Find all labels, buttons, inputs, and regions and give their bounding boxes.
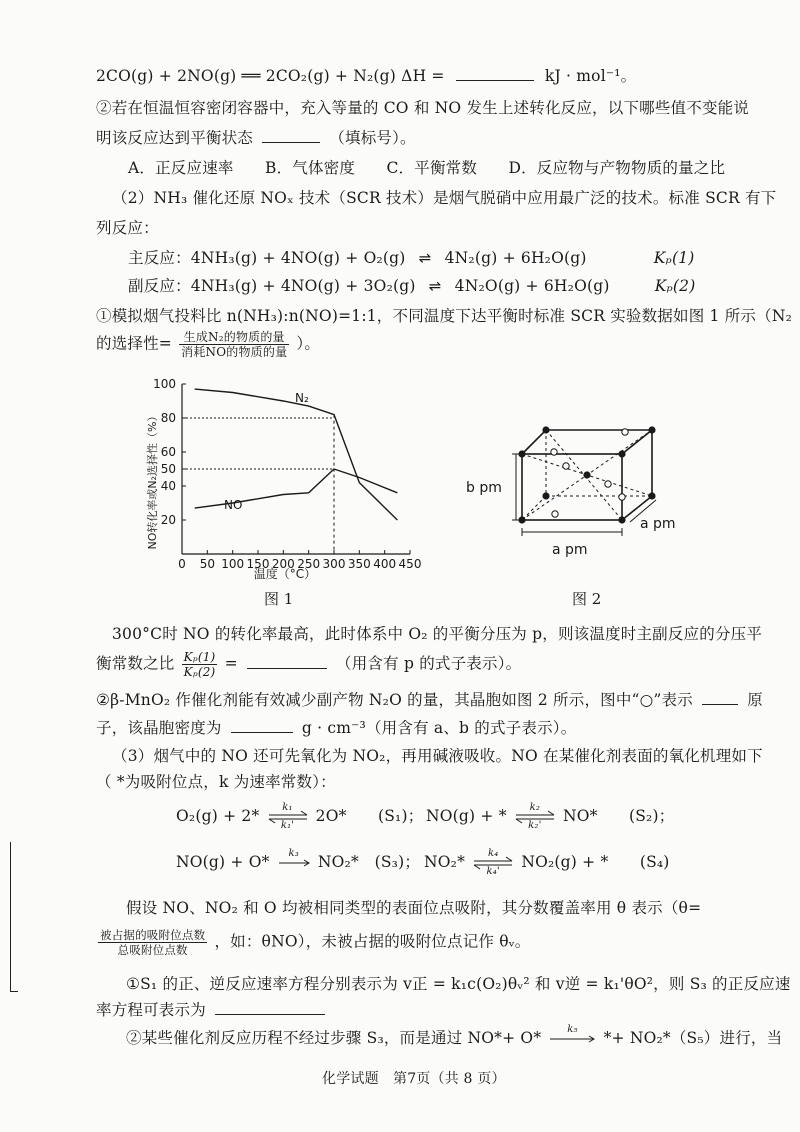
y-tick-label: 40 [160,479,176,493]
right-arrow-icon [546,1028,598,1050]
o-atom [551,449,557,455]
o-atom [619,494,625,500]
part-2-intro: （2）NH₃ 催化还原 NOₓ 技术（SCR 技术）是烟气脱硝中应用最广泛的技术。标准 SCR 有下 [112,189,777,207]
x-tick-label: 350 [347,557,371,571]
options-line: A．正反应速率 B．气体密度 C．平衡常数 D．反应物与产物物质的量之比 [128,159,726,177]
s4-k-forward: k₄ [487,848,499,859]
question-2-line2 [96,126,416,148]
mn-atom [542,492,549,499]
x-tick-label: 200 [271,557,295,571]
o-atom [563,463,569,469]
theta-denominator: 总吸附位点数 [117,943,188,957]
unit-text: kJ · mol⁻¹。 [544,67,637,85]
kp-ratio-line [96,650,521,679]
density-unit: g · cm⁻³（用含有 a、b 的式子表示）。 [301,719,577,737]
kp-ratio-hint: （用含有 p 的式子表示）。 [336,654,522,673]
b-dimension-label: b pm [466,480,502,496]
kp-ratio-equals: = [224,654,238,673]
side-reaction-left: 副反应：4NH₃(g) + 4NO(g) + 3O₂(g) [128,277,416,295]
series-label-n2: N₂ [295,391,309,405]
margin-bracket [10,842,19,992]
y-tick-label: 100 [153,377,176,391]
main-reaction-k: Kₚ(1) [653,249,695,267]
coverage-assumption: 假设 NO、NO₂ 和 O 均被相同类型的表面位点吸附，其分数覆盖率用 θ 表示（θ= [126,899,702,917]
s3-right: NO₂* (S₃)； [317,853,421,871]
selectivity-fraction [179,330,289,359]
s1-reversible-arrow [265,802,311,831]
kp-ratio-denominator: Kₚ(2) [183,665,216,679]
s2-right: NO* (S₂)； [562,807,675,825]
rate-equation-label: 率方程可表示为 [96,1001,206,1019]
question-2-line2-a: 明该反应达到平衡状态 [96,129,254,147]
s4-k-reverse: k₄' [486,866,500,877]
a-depth-label: a pm [640,516,676,532]
answer-blank-atom[interactable] [702,690,738,705]
kp-ratio-fraction [182,650,218,679]
s1-left: O₂(g) + 2* [176,807,260,825]
s4-reversible-arrow [470,848,516,877]
main-reaction-left: 主反应：4NH₃(g) + 4NO(g) + O₂(g) [128,249,406,267]
answer-blank-kp-ratio[interactable] [247,654,327,669]
s1-k-forward: k₁ [282,802,293,813]
y-tick-label: 20 [160,513,176,527]
x-tick-label: 300 [322,557,346,571]
side-reaction-k: Kₚ(2) [654,277,696,295]
kp-ratio-label: 衡常数之比 [96,654,175,673]
step-s1 [176,802,424,831]
side-reaction [128,274,695,296]
s1-k-reverse: k₁' [280,820,295,831]
o-atom [552,511,558,517]
y-tick-label: 60 [160,445,176,459]
answer-blank-rate[interactable] [215,1000,325,1015]
question-2-text: ②若在恒温恒容密闭容器中，充入等量的 CO 和 NO 发生上述转化反应，以下哪些值不变能说 [96,99,750,117]
thermo-equation [96,64,636,86]
x-tick-label: 0 [178,557,186,571]
s2-k-reverse: k₂' [528,820,542,831]
x-tick-label: 150 [246,557,270,571]
equation-text: 2CO(g) + 2NO(g) ══ 2CO₂(g) + N₂(g) ΔH = [96,67,445,85]
part-3-intro: （3）烟气中的 NO 还可先氧化为 NO₂，再用碱液吸收。NO 在某催化剂表面的氧化机理如下 [112,747,763,765]
x-tick-label: 50 [199,557,215,571]
figure-1-ylabel: NO转化率或N₂选择性（%） [146,410,159,550]
s4-right: NO₂(g) + * (S₄) [521,853,670,871]
x-tick-label: 100 [221,557,245,571]
s2-reversible-arrow [512,802,558,831]
step-s3 [176,850,420,874]
equilibrium-arrow-icon: ⇌ [418,249,432,267]
question-3-2 [126,1026,782,1050]
question-2-line2-b: （填标号）。 [329,129,416,147]
hidden-edges [522,430,546,520]
o-atom [605,481,611,487]
right-arrow-icon [275,852,313,874]
selectivity-definition [96,330,320,359]
side-reaction-right: 4N₂O(g) + 6H₂O(g) [454,277,610,295]
step-s4 [424,848,670,877]
mn-atom [542,426,549,433]
main-reaction [128,246,695,268]
s2-left: NO(g) + * [426,807,507,825]
selectivity-denominator: 消耗NO的物质的量 [181,345,288,359]
answer-blank-dh[interactable] [456,66,534,81]
page-footer: 化学试题 第7页（共 8 页） [322,1071,506,1087]
main-reaction-right: 4N₂(g) + 6H₂O(g) [444,249,587,267]
mno2-text: ②β-MnO₂ 作催化剂能有效减少副产物 N₂O 的量，其晶胞如图 2 所示，图中“○”表示 [96,691,693,709]
y-tick-label: 50 [160,462,176,476]
s5-k: k₅ [567,1024,578,1035]
s2-k-forward: k₂ [529,802,541,813]
s3-left: NO(g) + O* [176,853,270,871]
mn-atom [618,516,625,523]
figure-1-xlabel: 温度（°C） [253,567,317,581]
step-s2 [426,802,675,831]
figure-2-unit-cell [462,404,682,574]
question-3-2-b: *+ NO₂*（S₅）进行，当 [603,1029,783,1047]
series-label-no: NO [224,498,243,512]
theta-example: ，如：θNO），未被占据的吸附位点记作 θᵥ。 [214,932,531,951]
a-width-label: a pm [552,542,588,558]
x-tick-label: 400 [373,557,397,571]
mno2-text-end: 原 [747,691,763,709]
figure-1-caption: 图 1 [264,590,294,608]
selectivity-label: 的选择性= [96,334,172,353]
equilibrium-arrow-icon: ⇌ [428,277,442,295]
x-tick-label: 450 [398,557,422,571]
figure-2-caption: 图 2 [572,590,602,608]
mn-atom [648,426,655,433]
question-mno2-line1 [96,688,763,710]
margin-bracket-foot [10,991,18,992]
mn-atom [618,450,625,457]
s3-arrow [275,848,313,874]
mn-atom [648,492,655,499]
part-3-note: （ *为吸附位点，k 为速率常数）： [96,773,336,791]
question-300c-text: 300°C时 NO 的转化率最高，此时体系中 O₂ 的平衡分压为 p，则该温度时主副反应的分压平 [112,625,763,643]
answer-blank-equilibrium[interactable] [262,128,320,143]
mn-atom-center [583,471,590,478]
density-label: 子，该晶胞密度为 [96,719,222,737]
selectivity-numerator: 生成N₂的物质的量 [179,330,289,345]
question-3-1-cont [96,998,329,1020]
theta-definition [96,928,530,957]
x-tick-label: 250 [297,557,321,571]
question-3-2-a: ②某些催化剂反应历程不经过步骤 S₃，而是通过 NO*+ O* [126,1029,542,1047]
o-atom [622,429,628,435]
theta-fraction [98,928,207,957]
s3-k: k₃ [288,848,299,859]
answer-blank-density[interactable] [231,718,293,733]
kp-ratio-numerator: Kₚ(1) [183,650,216,664]
question-3-1: ①S₁ 的正、逆反应速率方程分别表示为 v正 = k₁c(O₂)θᵥ² 和 v逆 = k₁'θO²，则 S₃ 的正反应速 [126,975,791,993]
theta-numerator: 被占据的吸附位点数 [100,928,206,942]
s4-left: NO₂* [424,853,466,871]
selectivity-close: ）。 [296,334,321,353]
figure-1-chart [140,372,440,590]
s1-right: 2O* (S₁)； [315,807,424,825]
question-2-1-text: ①模拟烟气投料比 n(NH₃):n(NO)=1:1，不同温度下达平衡时标准 SCR 实验数据如图 1 所示（N₂ [96,307,792,325]
s5-arrow [546,1024,598,1050]
part-2-intro-cont: 列反应： [96,219,159,237]
question-mno2-line2 [96,716,576,738]
y-tick-label: 80 [160,411,176,425]
